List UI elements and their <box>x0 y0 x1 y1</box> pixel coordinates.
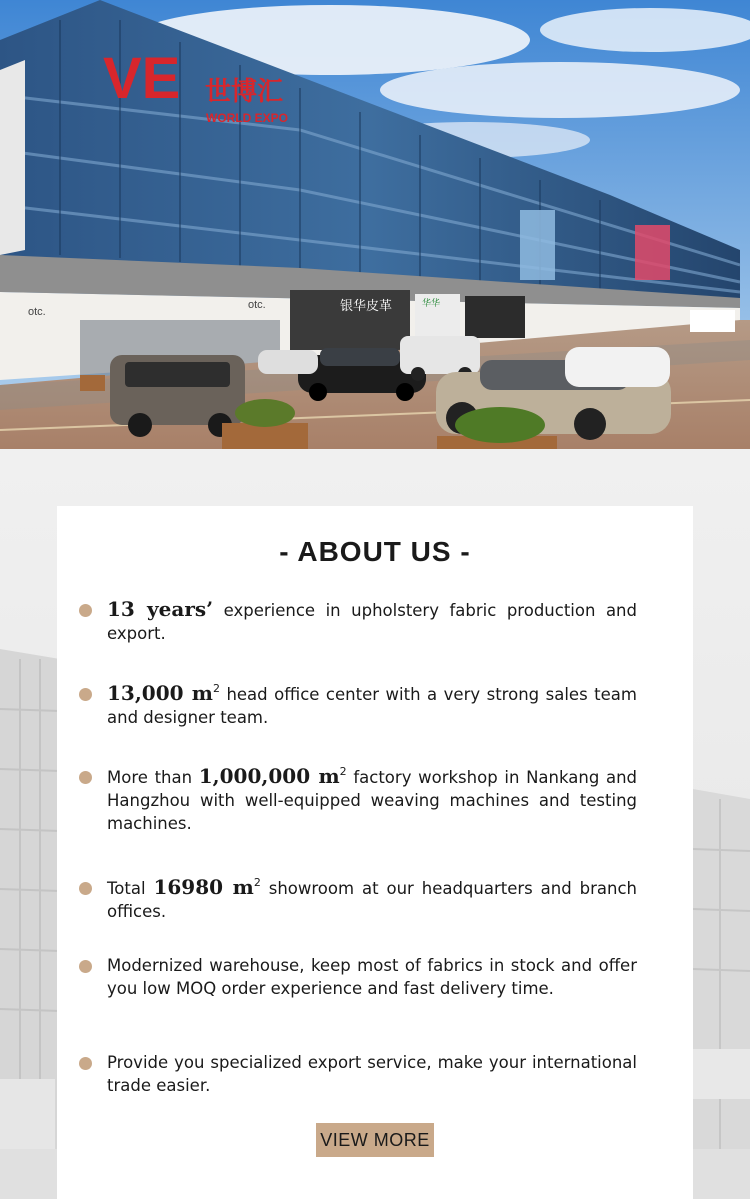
hero-sign-logo: VE <box>103 46 181 111</box>
about-item-showroom <box>107 876 637 923</box>
about-item-years <box>107 598 637 645</box>
shop-sign-yinhua: 银华皮革 <box>340 299 393 314</box>
shop-sign-otc-left: otc. <box>28 306 46 318</box>
bullet-dot <box>79 604 92 617</box>
about-item-head-office <box>107 682 637 729</box>
item-superscript: 2 <box>212 682 220 695</box>
item-superscript: 2 <box>339 765 347 778</box>
item-text: showroom at our headquarters and branch offices. <box>107 879 637 921</box>
item-highlight: 13 years’ <box>107 597 214 621</box>
item-highlight: 16980 m <box>153 875 254 899</box>
hero-photo <box>0 0 750 449</box>
car-white-right <box>565 347 670 387</box>
item-prefix: More than <box>107 768 199 787</box>
bullet-dot <box>79 960 92 973</box>
item-text: head office center with a very strong sales team and designer team. <box>107 685 637 727</box>
about-item-export-service <box>107 1051 637 1097</box>
bullet-dot <box>79 771 92 784</box>
item-text: Provide you specialized export service, make your international trade easier. <box>107 1053 637 1095</box>
about-us-card <box>57 506 693 1199</box>
about-us-title: - ABOUT US - <box>279 536 471 567</box>
bullet-dot <box>79 688 92 701</box>
about-item-warehouse <box>107 954 637 1000</box>
about-item-factory <box>107 765 637 835</box>
view-more-button[interactable]: VIEW MORE <box>316 1123 434 1157</box>
item-superscript: 2 <box>253 876 261 889</box>
item-prefix: Total <box>107 879 154 898</box>
item-highlight: 13,000 m <box>107 681 213 705</box>
shop-sign-otc-right: otc. <box>248 299 266 311</box>
item-text: experience in upholstery fabric production and export. <box>107 601 637 643</box>
item-text: Modernized warehouse, keep most of fabrics in stock and offer you low MOQ order experience and fast delivery time. <box>107 956 637 998</box>
building-illustration <box>0 0 750 449</box>
bullet-dot <box>79 1057 92 1070</box>
item-text: factory workshop in Nankang and Hangzhou with well-equipped weaving machines and testing machines. <box>107 768 638 833</box>
item-highlight: 1,000,000 m <box>198 764 340 788</box>
hero-sign-cn: 世博汇 <box>205 77 284 107</box>
bullet-dot <box>79 882 92 895</box>
hero-sign-en: WORLD EXPO <box>206 111 289 125</box>
shop-sign-green: 华华 <box>422 299 441 309</box>
